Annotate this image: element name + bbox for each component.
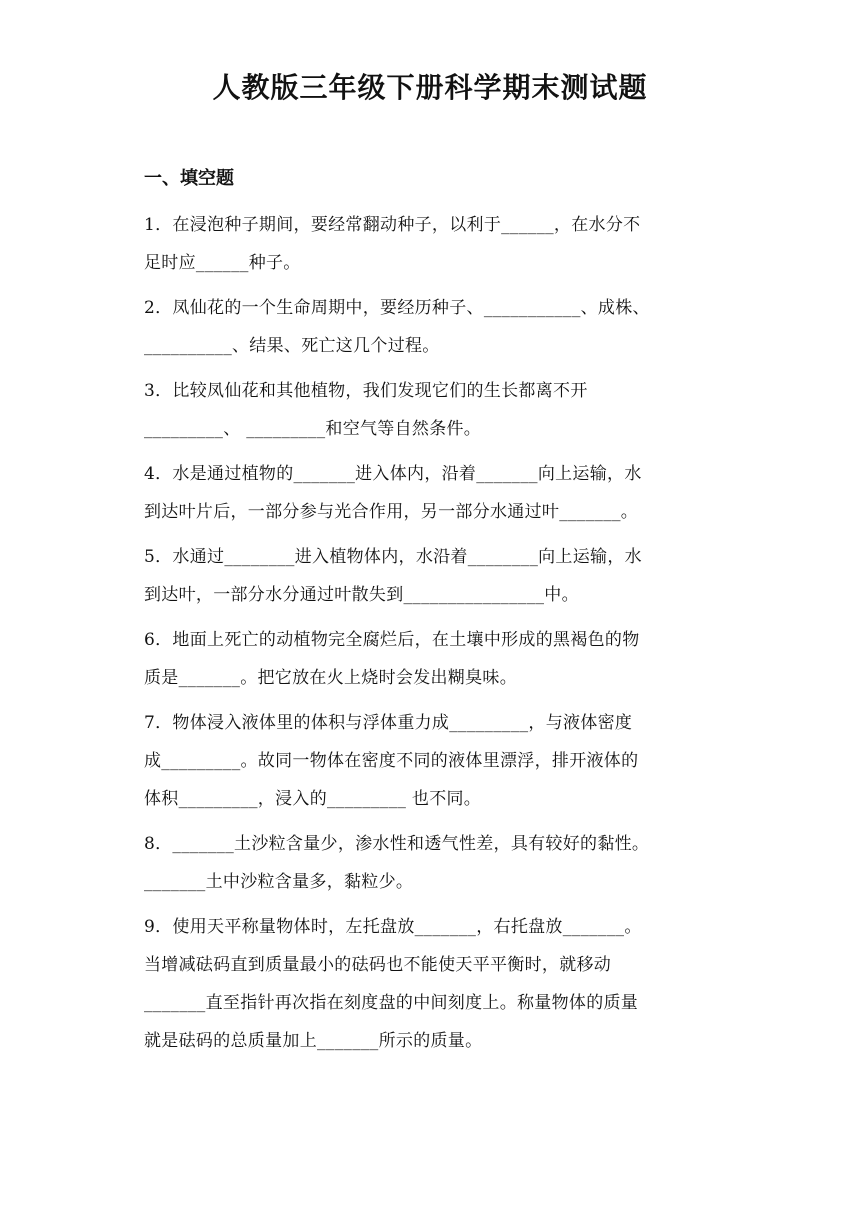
question-item: [144, 538, 724, 614]
question-text-line: 5．水通过________进入植物体内，水沿着________向上运输，水: [144, 547, 642, 567]
question-text-line: 8．_______土沙粒含量少，渗水性和透气性差，具有较好的黏性。: [144, 834, 650, 854]
question-text-line: __________、结果、死亡这几个过程。: [144, 336, 440, 356]
question-text-line: 9．使用天平称量物体时，左托盘放_______，右托盘放_______。: [144, 917, 642, 937]
question-item: [144, 372, 724, 448]
question-text-line: 3．比较凤仙花和其他植物，我们发现它们的生长都离不开: [144, 381, 588, 401]
question-text-line: 1．在浸泡种子期间，要经常翻动种子，以利于______，在水分不: [144, 215, 641, 235]
question-text-line: _______土中沙粒含量多，黏粒少。: [144, 872, 414, 892]
section-heading: 一、填空题: [144, 168, 234, 189]
question-list: [144, 206, 724, 1067]
question-item: [144, 206, 724, 282]
question-text-line: 2．凤仙花的一个生命周期中，要经历种子、___________、成株、: [144, 298, 650, 318]
question-text-line: 体积_________，浸入的_________ 也不同。: [144, 789, 482, 809]
question-text-line: 到达叶，一部分水分通过叶散失到________________中。: [144, 585, 579, 605]
question-text-line: 到达叶片后，一部分参与光合作用，另一部分水通过叶_______。: [144, 502, 639, 522]
question-item: [144, 704, 724, 818]
question-text-line: 当增减砝码直到质量最小的砝码也不能使天平平衡时，就移动: [144, 955, 612, 975]
question-text-line: 就是砝码的总质量加上_______所示的质量。: [144, 1031, 483, 1051]
question-text-line: 足时应______种子。: [144, 253, 301, 273]
question-text-line: 质是_______。把它放在火上烧时会发出糊臭味。: [144, 668, 517, 688]
question-text-line: 6．地面上死亡的动植物完全腐烂后，在土壤中形成的黑褐色的物: [144, 630, 640, 650]
question-item: [144, 621, 724, 697]
question-item: [144, 455, 724, 531]
question-item: [144, 825, 724, 901]
question-text-line: 成_________。故同一物体在密度不同的液体里漂浮，排开液体的: [144, 751, 639, 771]
question-text-line: _________、 _________和空气等自然条件。: [144, 419, 482, 439]
question-text-line: _______直至指针再次指在刻度盘的中间刻度上。称量物体的质量: [144, 993, 639, 1013]
question-text-line: 4．水是通过植物的_______进入体内，沿着_______向上运输，水: [144, 464, 642, 484]
question-item: [144, 908, 724, 1060]
question-item: [144, 289, 724, 365]
document-title: 人教版三年级下册科学期末测试题: [212, 71, 648, 104]
question-text-line: 7．物体浸入液体里的体积与浮体重力成_________，与液体密度: [144, 713, 633, 733]
